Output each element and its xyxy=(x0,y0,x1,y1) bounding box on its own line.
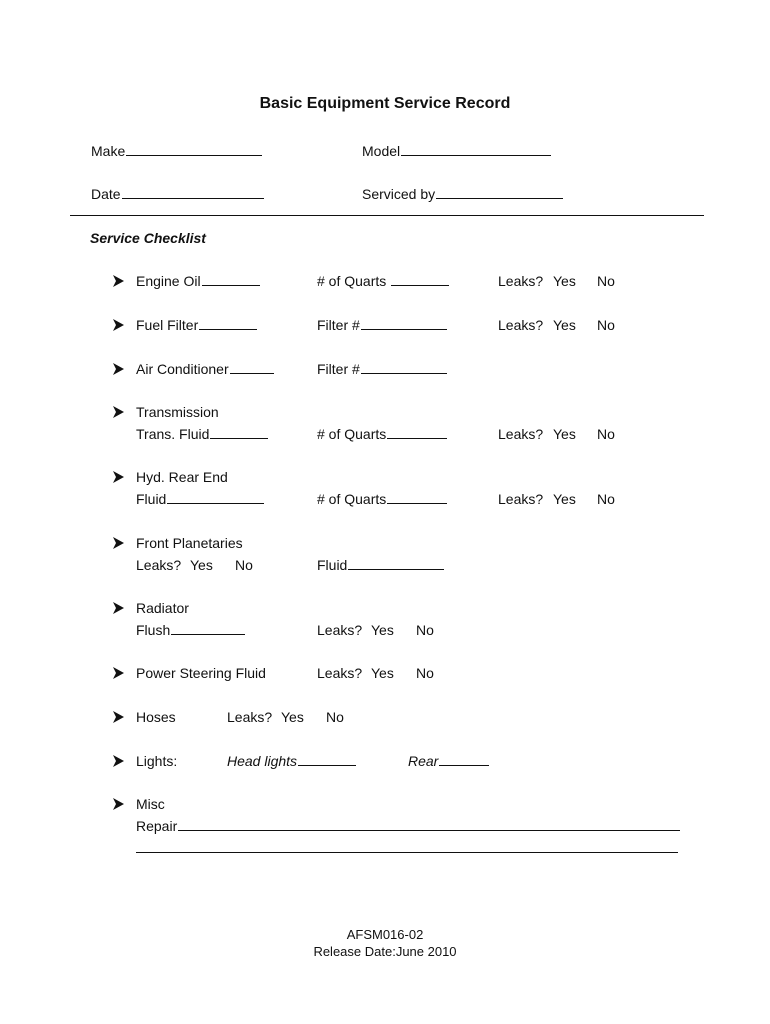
release-date: Release Date:June 2010 xyxy=(313,944,457,959)
planetaries-fluid-field[interactable] xyxy=(317,556,444,574)
planetaries-fluid-line xyxy=(348,556,444,570)
arrow-bullet-icon xyxy=(112,666,125,680)
flush-label: Flush xyxy=(136,622,171,638)
no-option[interactable]: No xyxy=(235,557,253,573)
rear-end-fluid-line xyxy=(167,490,264,504)
quarts-line xyxy=(391,272,449,286)
model-label: Model xyxy=(362,143,401,159)
page-title: Basic Equipment Service Record xyxy=(259,95,511,112)
repair-field[interactable] xyxy=(136,817,680,835)
head-lights-field[interactable] xyxy=(227,752,356,770)
leaks-label: Leaks? xyxy=(136,557,182,573)
air-conditioner-label: Air Conditioner xyxy=(136,361,229,377)
arrow-bullet-icon xyxy=(112,470,125,484)
repair-line xyxy=(178,817,680,831)
quarts-label: # of Quarts xyxy=(317,491,387,507)
arrow-bullet-icon xyxy=(112,274,125,288)
flush-field[interactable] xyxy=(136,621,245,639)
model-line xyxy=(401,142,551,156)
date-field[interactable] xyxy=(91,185,264,203)
arrow-bullet-icon xyxy=(112,710,125,724)
serviced-by-label: Serviced by xyxy=(362,186,436,202)
rear-end-fluid-label: Fluid xyxy=(136,491,167,507)
head-lights-line xyxy=(298,752,356,766)
head-lights-label: Head lights xyxy=(227,753,298,769)
rear-end-quarts-field[interactable] xyxy=(317,490,447,508)
air-conditioner-field[interactable] xyxy=(136,360,274,378)
fuel-filter-number-field[interactable] xyxy=(317,316,447,334)
serviced-by-line xyxy=(436,185,563,199)
ac-filter-number-field[interactable] xyxy=(317,360,447,378)
misc-label: Misc xyxy=(136,796,165,812)
lights-label: Lights: xyxy=(136,753,178,769)
trans-fluid-label: Trans. Fluid xyxy=(136,426,210,442)
section-heading: Service Checklist xyxy=(90,230,206,246)
planetaries-label: Front Planetaries xyxy=(136,535,243,551)
engine-oil-field[interactable] xyxy=(136,272,260,290)
no-option[interactable]: No xyxy=(416,665,434,681)
arrow-bullet-icon xyxy=(112,536,125,550)
power-steering-label: Power Steering Fluid xyxy=(136,665,266,681)
no-option[interactable]: No xyxy=(416,622,434,638)
date-line xyxy=(122,185,264,199)
leaks-label: Leaks? xyxy=(498,317,544,333)
no-option[interactable]: No xyxy=(597,273,615,289)
make-label: Make xyxy=(91,143,126,159)
arrow-bullet-icon xyxy=(112,405,125,419)
arrow-bullet-icon xyxy=(112,797,125,811)
quarts-label: # of Quarts xyxy=(317,426,387,442)
leaks-label: Leaks? xyxy=(498,426,544,442)
no-option[interactable]: No xyxy=(597,317,615,333)
fuel-filter-field[interactable] xyxy=(136,316,257,334)
rear-lights-label: Rear xyxy=(408,753,439,769)
trans-fluid-line xyxy=(210,425,268,439)
yes-option[interactable]: Yes xyxy=(190,557,213,573)
radiator-label: Radiator xyxy=(136,600,189,616)
engine-oil-label: Engine Oil xyxy=(136,273,201,289)
fuel-filter-label: Fuel Filter xyxy=(136,317,199,333)
rear-end-fluid-field[interactable] xyxy=(136,490,264,508)
no-option[interactable]: No xyxy=(597,491,615,507)
hoses-label: Hoses xyxy=(136,709,176,725)
leaks-label: Leaks? xyxy=(498,273,544,289)
filter-number-label: Filter # xyxy=(317,361,360,377)
leaks-label: Leaks? xyxy=(317,622,363,638)
quarts-label: # of Quarts xyxy=(317,273,387,289)
quarts-line xyxy=(387,490,447,504)
section-divider xyxy=(70,215,704,216)
arrow-bullet-icon xyxy=(112,318,125,332)
filter-number-line xyxy=(361,360,447,374)
repair-line-2[interactable] xyxy=(136,852,678,853)
form-code: AFSM016-02 xyxy=(346,927,424,942)
leaks-label: Leaks? xyxy=(498,491,544,507)
filter-number-line xyxy=(361,316,447,330)
flush-line xyxy=(171,621,245,635)
fuel-filter-line xyxy=(199,316,257,330)
make-line xyxy=(126,142,262,156)
yes-option[interactable]: Yes xyxy=(281,709,304,725)
rear-end-label: Hyd. Rear End xyxy=(136,469,228,485)
make-field[interactable] xyxy=(91,142,262,160)
trans-quarts-field[interactable] xyxy=(317,425,447,443)
leaks-label: Leaks? xyxy=(227,709,273,725)
engine-oil-line xyxy=(202,272,260,286)
no-option[interactable]: No xyxy=(326,709,344,725)
yes-option[interactable]: Yes xyxy=(553,273,576,289)
quarts-line xyxy=(387,425,447,439)
rear-lights-line xyxy=(439,752,489,766)
transmission-label: Transmission xyxy=(136,404,219,420)
yes-option[interactable]: Yes xyxy=(553,491,576,507)
leaks-label: Leaks? xyxy=(317,665,363,681)
rear-lights-field[interactable] xyxy=(408,752,489,770)
yes-option[interactable]: Yes xyxy=(371,622,394,638)
arrow-bullet-icon xyxy=(112,601,125,615)
arrow-bullet-icon xyxy=(112,362,125,376)
engine-oil-quarts-field[interactable] xyxy=(317,272,449,290)
date-label: Date xyxy=(91,186,121,202)
arrow-bullet-icon xyxy=(112,754,125,768)
yes-option[interactable]: Yes xyxy=(553,317,576,333)
no-option[interactable]: No xyxy=(597,426,615,442)
planetaries-fluid-label: Fluid xyxy=(317,557,348,573)
trans-fluid-field[interactable] xyxy=(136,425,268,443)
serviced-by-field[interactable] xyxy=(362,185,563,203)
model-field[interactable] xyxy=(362,142,551,160)
yes-option[interactable]: Yes xyxy=(371,665,394,681)
air-conditioner-line xyxy=(230,360,274,374)
yes-option[interactable]: Yes xyxy=(553,426,576,442)
filter-number-label: Filter # xyxy=(317,317,360,333)
repair-label: Repair xyxy=(136,818,178,834)
